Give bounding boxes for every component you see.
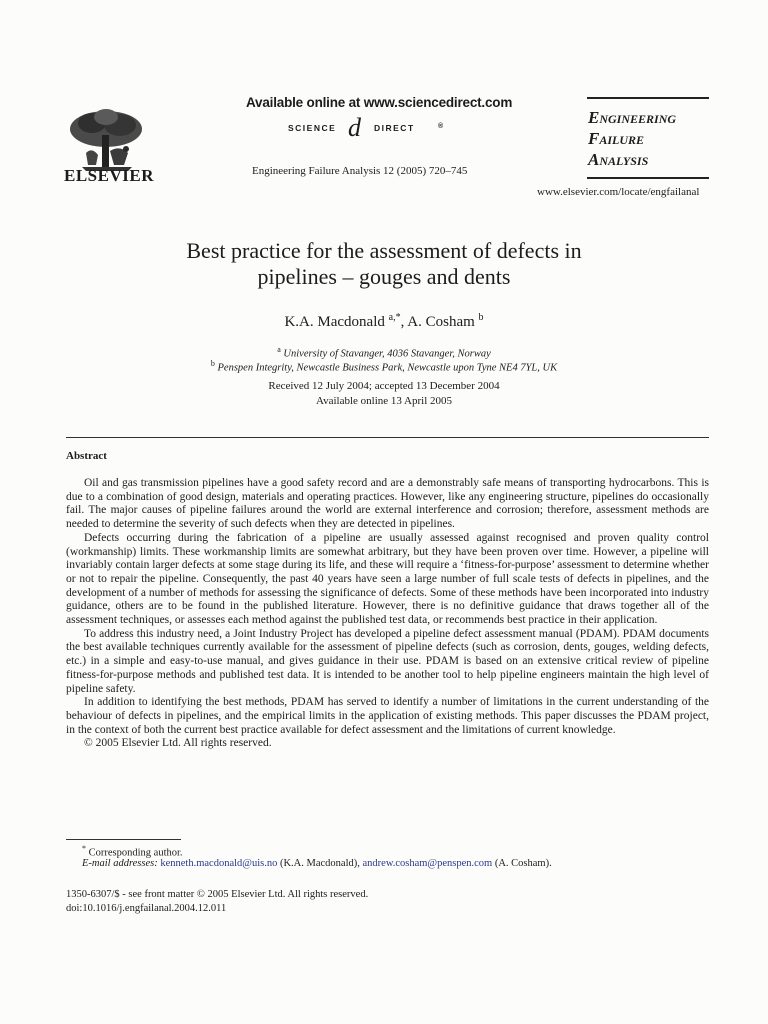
sciencedirect-logo[interactable]	[288, 113, 458, 143]
email-label: E-mail addresses:	[82, 858, 158, 869]
author-1-marks: a,*	[388, 312, 401, 323]
journal-name-line: Failure	[588, 129, 645, 148]
journal-name	[588, 107, 676, 170]
email-addresses	[82, 858, 552, 869]
affiliation-b	[0, 359, 768, 374]
registered-mark: ®	[438, 123, 444, 130]
email-owner: (A. Cosham).	[494, 858, 552, 869]
abstract-paragraph: Oil and gas transmission pipelines have a good safety record and are a demonstrably safe means of transporting hydrocarbons. This is due to a combination of good design, materials and operating practices. However, like any engineering structure, pipelines do occasionally fail. The major causes of pipeline failures around the world are external interference and corrosion; therefore, assessment methods are needed to determine the severity of such defects when they are detected in pipelines.	[66, 477, 709, 531]
article-dates	[0, 379, 768, 409]
abstract-paragraph: In addition to identifying the best methods, PDAM has served to identify a number of limitations in the current understanding of the behaviour of defects in pipelines, and the empirical limits in the application of existing methods. This paper discusses the PDAM project, in the context of both the current best practice available for defect assessment and the limitations of current knowledge.	[66, 696, 709, 736]
publisher-wordmark: ELSEVIER	[64, 166, 154, 185]
available-date: Available online 13 April 2005	[315, 395, 453, 407]
author-list: K.A. Macdonald $^{a,*}$, A. Cosham $^b$	[284, 312, 484, 330]
abstract-paragraph: To address this industry need, a Joint Industry Project has developed a pipeline defect assessment manual (PDAM). PDAM documents the best available techniques currently available for the assessment of pipeline defects (such as corrosion, dents, gouges, welding defects, etc.) in a simple and easy-to-use manual, and gives guidance in their use. PDAM is based on an extensive critical review of pipeline fitness-for-purpose methods and published test data. It is intended to be another tool to help pipeline engineers maintain the high level of pipeline safety.	[66, 627, 709, 695]
affiliation-text: University of Stavanger, 4036 Stavanger, Norway	[283, 348, 491, 360]
article-title	[0, 238, 768, 290]
journal-bottom-rule	[587, 177, 709, 179]
journal-name-line: Analysis	[588, 150, 649, 169]
affiliation-mark: a	[277, 345, 281, 354]
author-2[interactable]: A. Cosham	[407, 314, 475, 330]
abstract-paragraph: Defects occurring during the fabrication of a pipeline are usually assessed against recognised and proven quality control (workmanship) limits. These workmanship limits are somewhat arbitrary, but they have been proven over time. However, a pipeline will invariably contain larger defects at some stage during its life, and these will require a ‘fitness-for-purpose’ assessment to determine whether or not to repair the pipeline. Consequently, the past 40 years have seen a large number of full scale tests of defects in pipelines, and the development of a number of methods for assessing the significance of defects. Some of these methods have been incorporated into industry guidance, others are to be found in the published literature. However, there is no definitive guidance that draws together all of the assessment techniques, or assesses each method against the published test data, or recommends best practice in their application.	[66, 531, 709, 627]
email-owner: (K.A. Macdonald),	[279, 858, 360, 869]
affiliation-text: Penspen Integrity, Newcastle Business Park, Newcastle upon Tyne NE4 7YL, UK	[217, 362, 558, 374]
journal-name-line: Engineering	[588, 108, 677, 127]
affiliation-a	[0, 345, 768, 360]
email-link-cosham[interactable]: andrew.cosham@penspen.com	[362, 858, 493, 869]
author-1[interactable]: K.A. Macdonald	[284, 314, 385, 330]
journal-top-rule	[587, 97, 709, 99]
author-2-mark: b	[478, 312, 484, 323]
sciencedirect-at-icon: d	[348, 113, 361, 142]
abstract-top-rule	[66, 437, 709, 438]
issn-line: 1350-6307/$ - see front matter © 2005 Elsevier Ltd. All rights reserved.	[66, 889, 369, 900]
received-date: Received 12 July 2004; accepted 13 December 2004	[268, 380, 500, 392]
journal-citation: Engineering Failure Analysis 12 (2005) 720–745	[252, 165, 468, 177]
corresponding-author-note	[82, 844, 183, 859]
affiliation-mark: b	[210, 359, 215, 368]
journal-url-link[interactable]: www.elsevier.com/locate/engfailanal	[537, 186, 700, 198]
email-link-macdonald[interactable]: kenneth.macdonald@uis.no	[160, 858, 278, 869]
footnote-mark: *	[82, 844, 86, 853]
title-line: Best practice for the assessment of defects in	[186, 238, 582, 263]
footnote-rule	[66, 839, 181, 840]
copyright-line: © 2005 Elsevier Ltd. All rights reserved.	[84, 737, 272, 750]
abstract-heading: Abstract	[66, 450, 107, 462]
doi-link[interactable]: doi:10.1016/j.engfailanal.2004.12.011	[66, 903, 227, 914]
corresponding-text: Corresponding author.	[88, 847, 183, 859]
title-line: pipelines – gouges and dents	[257, 264, 511, 289]
abstract-body	[66, 477, 709, 751]
sciencedirect-word-direct: DIRECT	[374, 123, 415, 133]
available-online-link[interactable]: Available online at www.sciencedirect.com	[246, 95, 513, 110]
sciencedirect-word-science: SCIENCE	[288, 123, 337, 133]
